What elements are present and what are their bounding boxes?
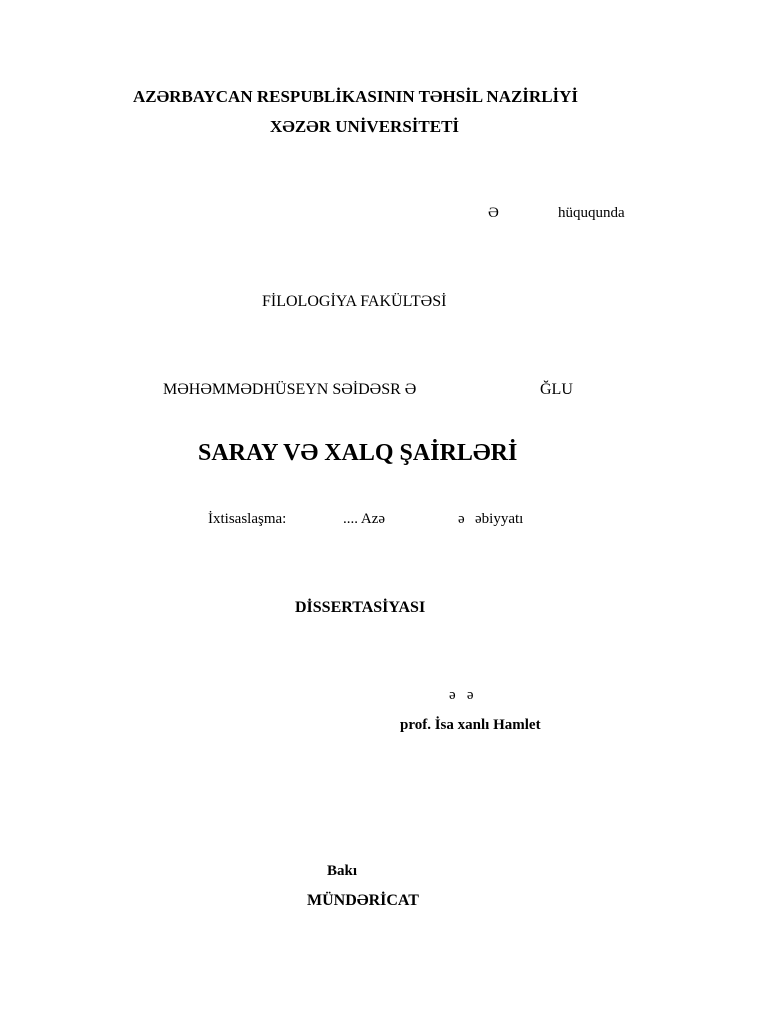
contents-heading: MÜNDƏRİCAT xyxy=(307,892,419,909)
dissertation-title: SARAY VƏ XALQ ŞAİRLƏRİ xyxy=(198,440,518,466)
author-suffix: ĞLU xyxy=(540,381,573,398)
city-name: Bakı xyxy=(327,863,358,879)
author-name: MƏHƏMMƏDHÜSEYN SƏİDƏSR Ə xyxy=(163,381,417,398)
supervisor-marks: ə ə xyxy=(449,687,474,703)
specialization-field-b: əbiyyatı xyxy=(475,511,524,527)
university-heading: XƏZƏR UNİVERSİTETİ xyxy=(270,117,460,136)
rights-prefix: Ə xyxy=(488,205,499,221)
specialization-label: İxtisaslaşma: xyxy=(208,511,287,527)
faculty-name: FİLOLOGİYA FAKÜLTƏSİ xyxy=(262,293,447,310)
rights-label: hüququnda xyxy=(558,205,625,221)
specialization-code: .... Azə xyxy=(343,511,386,527)
document-type: DİSSERTASİYASI xyxy=(295,599,426,616)
supervisor-name: prof. İsa xanlı Hamlet xyxy=(400,717,541,733)
ministry-heading: AZƏRBAYCAN RESPUBLİKASININ TƏHSİL NAZİRLİYİ xyxy=(133,87,579,106)
specialization-field-a: ə xyxy=(458,511,465,527)
